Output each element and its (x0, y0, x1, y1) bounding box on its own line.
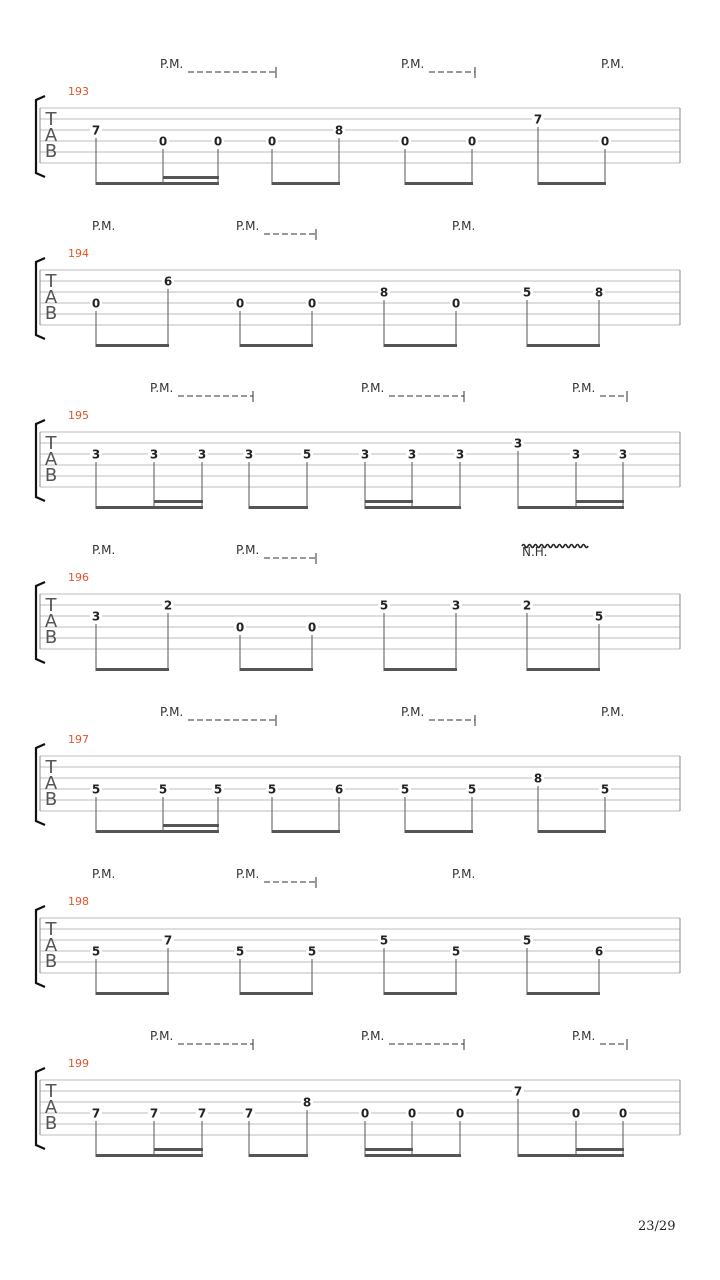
palm-mute-label: P.M. (572, 381, 596, 395)
sixteenth-beam (163, 824, 219, 827)
beam (240, 668, 313, 671)
palm-mute-label: P.M. (452, 219, 476, 233)
fret-number: 3 (91, 609, 101, 624)
fret-number: 7 (533, 112, 543, 127)
beam (527, 668, 600, 671)
palm-mute-label: P.M. (236, 219, 260, 233)
fret-number: 0 (307, 620, 317, 635)
fret-number: 7 (244, 1106, 254, 1121)
fret-number: 0 (158, 134, 168, 149)
fret-number: 5 (522, 933, 532, 948)
palm-mute-label: P.M. (92, 867, 116, 881)
fret-number: 3 (571, 447, 581, 462)
fret-number: 3 (407, 447, 417, 462)
tab-clef-letter: T (45, 919, 57, 940)
beam (384, 992, 457, 995)
tab-clef-letter: A (44, 773, 58, 794)
fret-number: 5 (302, 447, 312, 462)
fret-number: 0 (618, 1106, 628, 1121)
fret-number: 3 (244, 447, 254, 462)
tab-clef-letter: T (45, 595, 57, 616)
fret-number: 7 (513, 1084, 523, 1099)
tab-clef-letter: B (44, 303, 58, 324)
fret-number: 7 (163, 933, 173, 948)
tab-clef-letter: A (44, 1097, 58, 1118)
palm-mute-label: P.M. (601, 57, 625, 71)
fret-number: 5 (307, 944, 317, 959)
beam (527, 344, 600, 347)
fret-number: 6 (594, 944, 604, 959)
fret-number: 5 (91, 944, 101, 959)
tab-system (36, 543, 680, 671)
fret-number: 5 (467, 782, 477, 797)
beam (365, 506, 461, 509)
fret-number: 8 (594, 285, 604, 300)
palm-mute-label: P.M. (160, 705, 184, 719)
tab-clef-letter: A (44, 125, 58, 146)
fret-number: 5 (400, 782, 410, 797)
beam (96, 992, 169, 995)
measure-number: 195 (68, 409, 89, 422)
fret-number: 3 (513, 436, 523, 451)
fret-number: 5 (379, 598, 389, 613)
measure-number: 193 (68, 85, 89, 98)
fret-number: 0 (235, 296, 245, 311)
tab-clef-letter: B (44, 951, 58, 972)
fret-number: 0 (213, 134, 223, 149)
sixteenth-beam (576, 1148, 624, 1151)
fret-number: 5 (235, 944, 245, 959)
fret-number: 5 (158, 782, 168, 797)
beam (96, 506, 203, 509)
beam (96, 344, 169, 347)
palm-mute-label: P.M. (452, 867, 476, 881)
palm-mute-label: P.M. (601, 705, 625, 719)
fret-number: 0 (400, 134, 410, 149)
beam (527, 992, 600, 995)
beam (538, 182, 606, 185)
fret-number: 2 (522, 598, 532, 613)
fret-number: 5 (267, 782, 277, 797)
tab-clef-letter: B (44, 627, 58, 648)
fret-number: 0 (307, 296, 317, 311)
tab-system (36, 381, 680, 509)
sixteenth-beam (163, 176, 219, 179)
tab-clef-letter: A (44, 449, 58, 470)
palm-mute-label: P.M. (160, 57, 184, 71)
beam (240, 344, 313, 347)
tab-clef-letter: A (44, 287, 58, 308)
fret-number: 7 (91, 1106, 101, 1121)
fret-number: 0 (467, 134, 477, 149)
sixteenth-beam (576, 500, 624, 503)
fret-number: 0 (235, 620, 245, 635)
fret-number: 7 (197, 1106, 207, 1121)
tab-clef-letter: T (45, 109, 57, 130)
beam (240, 992, 313, 995)
sixteenth-beam (365, 500, 413, 503)
fret-number: 2 (163, 598, 173, 613)
fret-number: 5 (600, 782, 610, 797)
fret-number: 5 (213, 782, 223, 797)
fret-number: 3 (455, 447, 465, 462)
beam (272, 830, 340, 833)
tab-clef-letter: B (44, 465, 58, 486)
beam (518, 1154, 624, 1157)
beam (96, 830, 219, 833)
palm-mute-label: P.M. (150, 381, 174, 395)
fret-number: 5 (91, 782, 101, 797)
beam (96, 1154, 203, 1157)
fret-number: 0 (455, 1106, 465, 1121)
tab-clef-letter: A (44, 935, 58, 956)
measure-number: 199 (68, 1057, 89, 1070)
palm-mute-label: P.M. (401, 705, 425, 719)
tab-system (36, 1029, 680, 1157)
palm-mute-label: P.M. (150, 1029, 174, 1043)
palm-mute-label: P.M. (236, 543, 260, 557)
beam (405, 182, 473, 185)
fret-number: 5 (379, 933, 389, 948)
tab-clef-letter: T (45, 271, 57, 292)
fret-number: 0 (360, 1106, 370, 1121)
fret-number: 5 (522, 285, 532, 300)
sixteenth-beam (365, 1148, 413, 1151)
fret-number: 7 (91, 123, 101, 138)
measure-number: 194 (68, 247, 89, 260)
measure-number: 197 (68, 733, 89, 746)
measure-number: 198 (68, 895, 89, 908)
palm-mute-label: P.M. (572, 1029, 596, 1043)
beam (96, 668, 169, 671)
palm-mute-label: P.M. (236, 867, 260, 881)
fret-number: 7 (149, 1106, 159, 1121)
fret-number: 5 (451, 944, 461, 959)
page-number: 23/29 (638, 1219, 676, 1234)
beam (384, 344, 457, 347)
beam (538, 830, 606, 833)
tab-clef-letter: A (44, 611, 58, 632)
sixteenth-beam (154, 500, 203, 503)
fret-number: 3 (149, 447, 159, 462)
palm-mute-label: P.M. (361, 1029, 385, 1043)
tab-clef-letter: B (44, 1113, 58, 1134)
fret-number: 0 (600, 134, 610, 149)
fret-number: 6 (163, 274, 173, 289)
beam (518, 506, 624, 509)
palm-mute-label: P.M. (401, 57, 425, 71)
fret-number: 3 (197, 447, 207, 462)
tab-clef-letter: B (44, 789, 58, 810)
tab-system (36, 705, 680, 833)
fret-number: 8 (379, 285, 389, 300)
beam (96, 182, 219, 185)
fret-number: 0 (91, 296, 101, 311)
beam (405, 830, 473, 833)
fret-number: 8 (334, 123, 344, 138)
tab-system (36, 219, 680, 347)
beam (249, 1154, 308, 1157)
tab-clef-letter: T (45, 433, 57, 454)
fret-number: 6 (334, 782, 344, 797)
tab-clef-letter: T (45, 1081, 57, 1102)
beam (249, 506, 308, 509)
fret-number: 5 (594, 609, 604, 624)
tab-clef-letter: B (44, 141, 58, 162)
beam (365, 1154, 461, 1157)
tab-clef-letter: T (45, 757, 57, 778)
tab-system (36, 867, 680, 995)
palm-mute-label: P.M. (92, 219, 116, 233)
fret-number: 0 (407, 1106, 417, 1121)
fret-number: 8 (302, 1095, 312, 1110)
fret-number: 8 (533, 771, 543, 786)
natural-harmonic-label: N.H. (522, 545, 548, 559)
fret-number: 0 (571, 1106, 581, 1121)
fret-number: 3 (360, 447, 370, 462)
fret-number: 0 (451, 296, 461, 311)
palm-mute-label: P.M. (361, 381, 385, 395)
sixteenth-beam (154, 1148, 203, 1151)
fret-number: 0 (267, 134, 277, 149)
fret-number: 3 (91, 447, 101, 462)
measure-number: 196 (68, 571, 89, 584)
tab-system (36, 57, 680, 185)
fret-number: 3 (451, 598, 461, 613)
beam (384, 668, 457, 671)
fret-number: 3 (618, 447, 628, 462)
beam (272, 182, 340, 185)
palm-mute-label: P.M. (92, 543, 116, 557)
